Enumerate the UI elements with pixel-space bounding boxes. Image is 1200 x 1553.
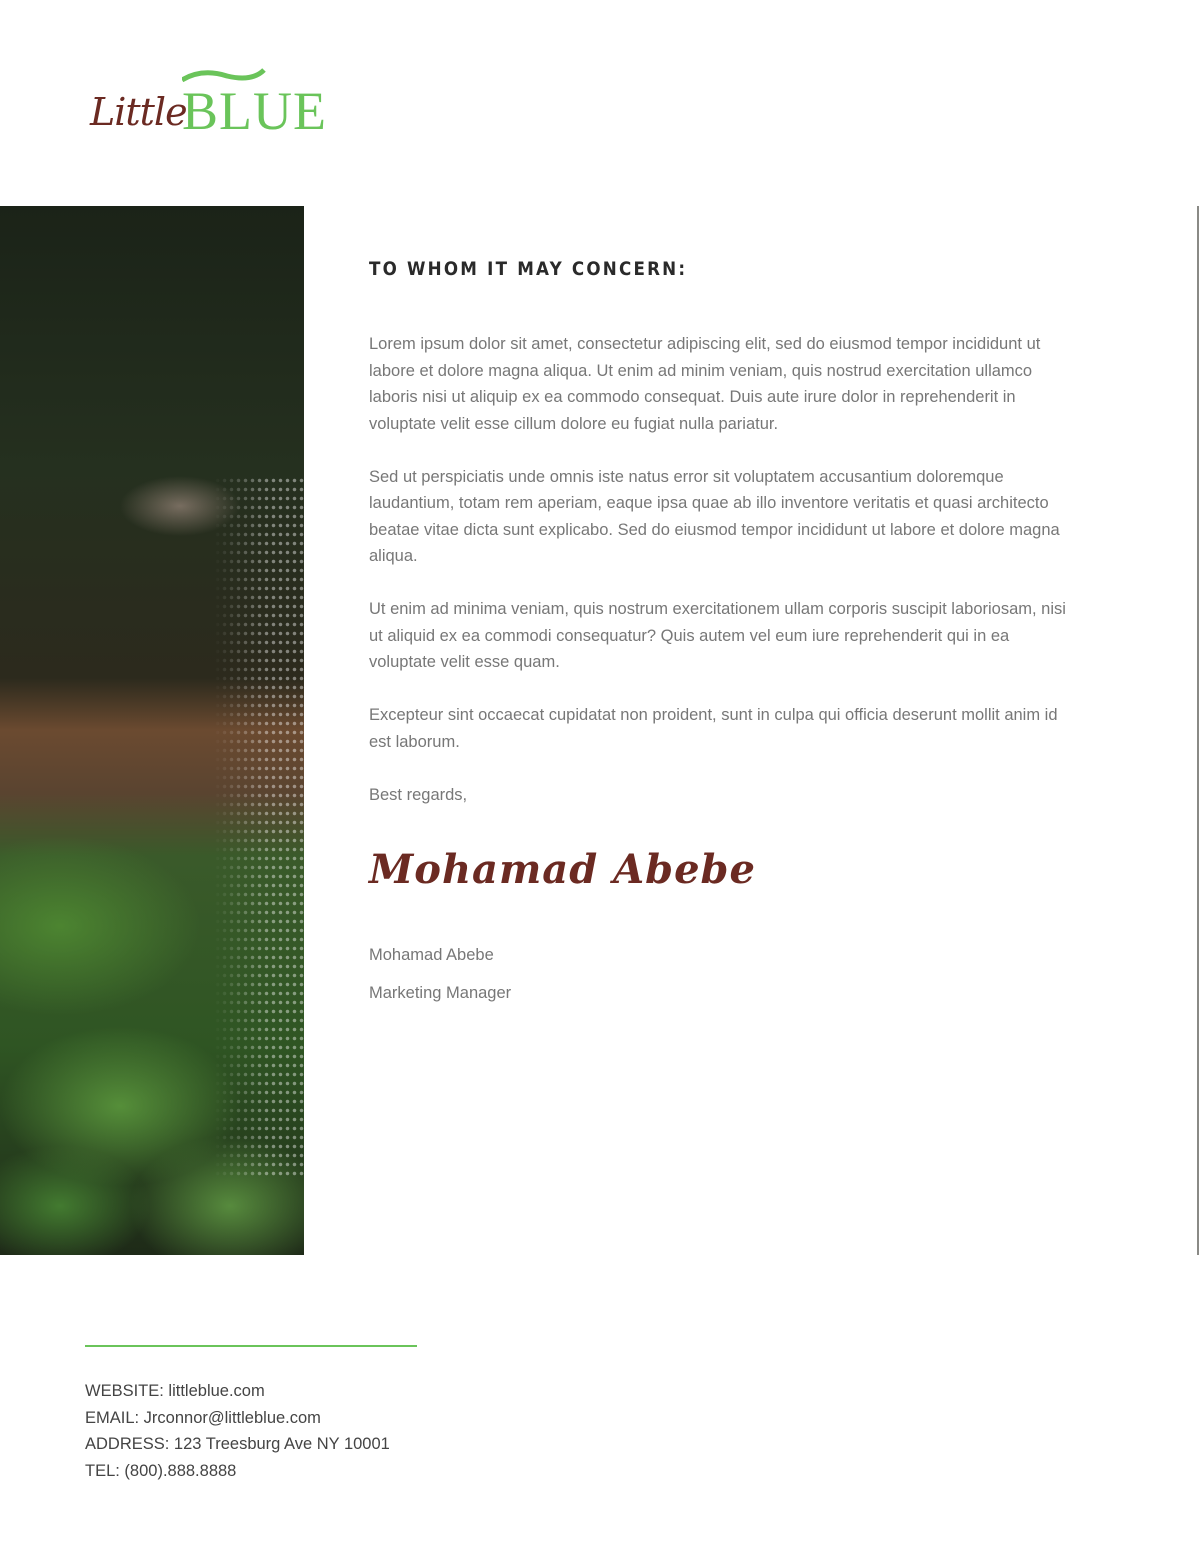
garden-photo bbox=[0, 206, 304, 1255]
signer-title: Marketing Manager bbox=[369, 984, 512, 1002]
paragraph: Lorem ipsum dolor sit amet, consectetur adipiscing elit, sed do eiusmod tempor incididunt ut labore et dolore magna aliqua. Ut enim ad minim veniam, quis nostrud exercitation ullamco laboris nisi ut aliquip ex ea commodo consequat. Duis aute irure dolor in reprehenderit in voluptate velit esse cillum dolore eu fugiat nulla pariatur. bbox=[369, 335, 1041, 433]
logo-blue: BLUE bbox=[182, 81, 327, 141]
footer-divider bbox=[85, 1345, 417, 1347]
water-spray bbox=[214, 476, 304, 1176]
signature: Mohamad Abebe bbox=[369, 846, 756, 893]
signer-name: Mohamad Abebe bbox=[369, 946, 494, 964]
contact-info bbox=[85, 1378, 390, 1484]
paragraph: Ut enim ad minima veniam, quis nostrum exercitationem ullam corporis suscipit laboriosam, nisi ut aliquid ex ea commodi consequatur? Quis autem vel eum iure reprehenderit qui in ea voluptate velit esse quam. bbox=[369, 600, 1066, 671]
logo-little: Little bbox=[90, 90, 187, 134]
right-border bbox=[1197, 206, 1199, 1255]
closing: Best regards, bbox=[369, 785, 468, 804]
company-logo bbox=[88, 66, 338, 141]
email: EMAIL: Jrconnor@littleblue.com bbox=[85, 1408, 321, 1427]
salutation-heading: TO WHOM IT MAY CONCERN: bbox=[369, 258, 688, 280]
telephone: TEL: (800).888.8888 bbox=[85, 1461, 237, 1480]
paragraph: Excepteur sint occaecat cupidatat non proident, sunt in culpa qui officia deserunt mollit anim id est laborum. bbox=[369, 706, 1058, 751]
website: WEBSITE: littleblue.com bbox=[85, 1382, 265, 1400]
letter-body bbox=[369, 331, 1069, 835]
address: ADDRESS: 123 Treesburg Ave NY 10001 bbox=[85, 1435, 390, 1453]
paragraph: Sed ut perspiciatis unde omnis iste natus error sit voluptatem accusantium doloremque laudantium, totam rem aperiam, eaque ipsa quae ab illo inventore veritatis et quasi architecto beatae vitae dicta sunt explicabo. Sed do eiusmod tempor incididunt ut labore et dolore magna aliqua. bbox=[369, 467, 1060, 565]
